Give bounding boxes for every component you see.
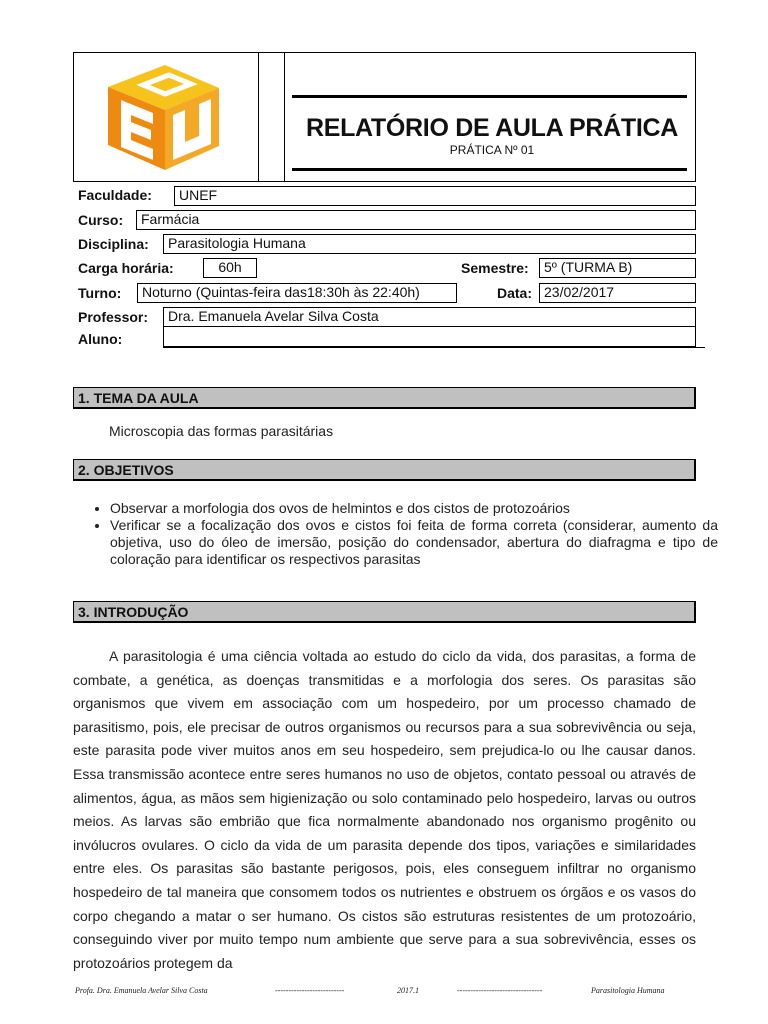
- introducao-paragraph: A parasitologia é uma ciência voltada ao estudo do ciclo da vida, dos parasitas, a forma de combate, a genética, as doenças transmitidas e a morfologia dos seres. Os parasitas são organismos que vivem em associação com um hospedeiro, por um processo chamado de parasitismo, pois, ele precisar de outros organismos ou recursos para a sua sobrevivência ou seja, este parasita pode viver muitos anos em seu hospedeiro, sem prejudica-lo ou lhe causar danos. Essa transmissão acontece entre seres humanos no uso de objetos, contato pessoal ou através de alimentos, água, as mãos sem higienização ou solo contaminado pelo hospedeiro, larvas ou outros meios. As larvas são embrião que fica normalmente abandonado nos organismo progênito ou invólucros ovulares. O ciclo da vida de um parasita depende dos tipos, variações e similaridades entre eles. Os parasitas são bastante perigosos, pois, eles conseguem infiltrar no organismo hospedeiro de tal maneira que consomem todos os nutrientes e obstruem os órgãos e os vasos do corpo chegando a matar o ser humano. Os cistos são estruturas resistentes de um protozoário, conseguindo viver por muito tempo num ambiente que serve para a sua sobrevivência, esses os protozoários protegem da: [73, 648, 696, 971]
- list-item: • Observar a morfologia dos ovos de helmintos e dos cistos de protozoários: [110, 500, 718, 517]
- aluno-label: Aluno:: [78, 331, 123, 347]
- footer-course: Parasitologia Humana: [591, 986, 665, 995]
- turno-label: Turno:: [78, 285, 122, 301]
- professor-field: Dra. Emanuela Avelar Silva Costa: [163, 307, 696, 327]
- section-objetivos-heading: 2. OBJETIVOS: [73, 459, 696, 481]
- disciplina-field: Parasitologia Humana: [163, 234, 696, 254]
- cube-logo-icon: [73, 52, 259, 182]
- page-title: RELATÓRIO DE AULA PRÁTICA: [305, 114, 679, 142]
- footer-year: 2017.1: [397, 986, 419, 995]
- curso-field: Farmácia: [136, 210, 696, 230]
- tema-text: Microscopia das formas parasitárias: [109, 423, 334, 439]
- header-separator: [259, 52, 285, 182]
- data-field: 23/02/2017: [539, 283, 696, 303]
- section-introducao-heading: 3. INTRODUÇÃO: [73, 601, 696, 623]
- list-item: • Verificar se a focalização dos ovos e cistos foi feita de forma correta (considerar, aumento da objetiva, uso do óleo de imersão, posição do condensador, abertura do diafragma e tipo de coloração para identificar os respectivos parasitas: [110, 517, 718, 568]
- aluno-field: [163, 327, 696, 347]
- aluno-underline: [163, 347, 705, 348]
- section-tema-heading: 1. TEMA DA AULA: [73, 387, 696, 409]
- semestre-label: Semestre:: [461, 260, 529, 276]
- carga-label: Carga horária:: [78, 260, 174, 276]
- footer-dots-1: --------------------------: [275, 986, 345, 995]
- carga-field: 60h: [203, 258, 257, 278]
- page-footer: [73, 986, 696, 1000]
- turno-field: Noturno (Quintas-feira das18:30h às 22:40h): [137, 283, 457, 303]
- footer-dots-2: --------------------------------: [457, 986, 543, 995]
- footer-author: Profa. Dra. Emanuela Avelar Silva Costa: [75, 986, 208, 995]
- objetivos-list: [88, 500, 718, 568]
- logo-cell: [73, 52, 259, 182]
- title-rule-bottom: [292, 168, 687, 171]
- professor-label: Professor:: [78, 309, 149, 325]
- faculdade-label: Faculdade:: [78, 187, 152, 203]
- faculdade-field: UNEF: [174, 186, 696, 206]
- title-rule-top: [292, 95, 687, 98]
- data-label: Data:: [497, 285, 533, 301]
- disciplina-label: Disciplina:: [78, 236, 149, 252]
- page-subtitle: PRÁTICA Nº 01: [449, 143, 535, 157]
- curso-label: Curso:: [78, 212, 124, 228]
- semestre-field: 5º (TURMA B): [539, 258, 696, 278]
